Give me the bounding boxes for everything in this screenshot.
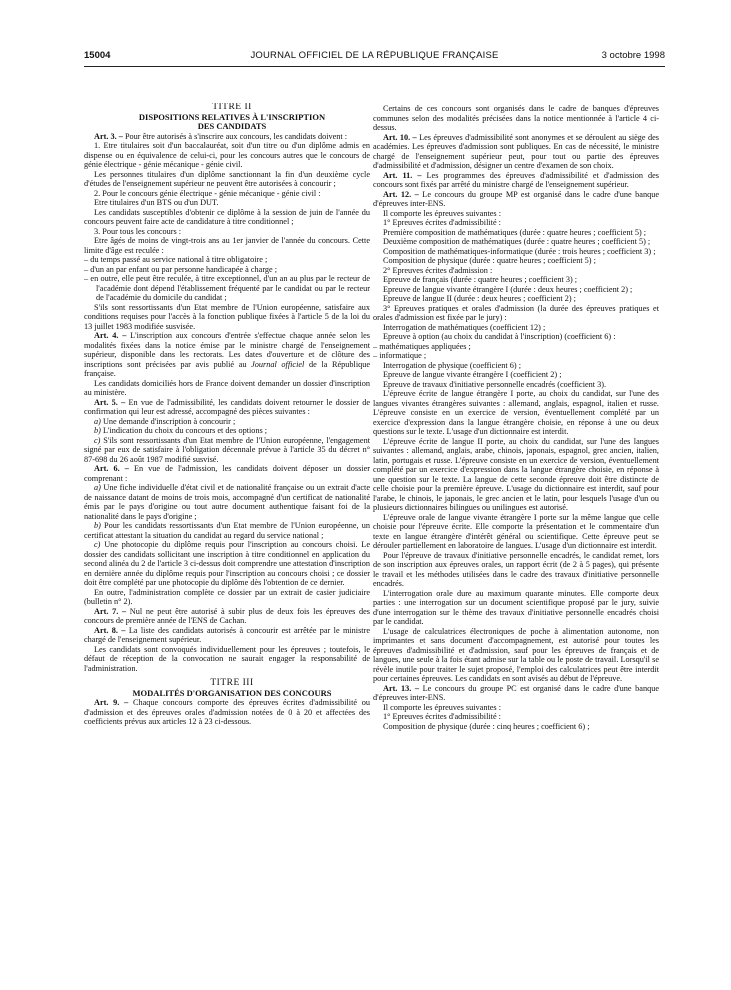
paragraph: 2. Pour le concours génie électrique - génie mécanique - génie civil : (94, 188, 321, 198)
paragraph: Epreuve de langue vivante étrangère I (coefficient 2) ; (383, 370, 562, 379)
article-5: Art. 5. – En vue de l'admissibilité, les candidats doivent retourner le dossier de confirmation qui leur est adressé, accompagné des pièces suivantes : (84, 397, 370, 416)
paragraph: Certains de ces concours sont organisés dans le cadre de banques d'épreuves communes selon des modalités précisées dans la notice mentionnée à l'article 4 ci-dessus. (373, 104, 659, 132)
paragraph: 1° Epreuves écrites d'admissibilité : (383, 712, 501, 721)
paragraph: 1° Epreuves écrites d'admissibilité : (383, 218, 501, 227)
paragraph: Il comporte les épreuves suivantes : (383, 208, 501, 218)
titre-3-heading: TITRE III (210, 678, 254, 688)
paragraph: En outre, l'administration complète ce dossier par un extrait de casier judiciaire (bulletin n° 2). (84, 587, 370, 606)
paragraph: Composition de mathématiques-informatique (durée : trois heures ; coefficient 3) ; (383, 246, 656, 256)
paragraph: L'usage de calculatrices électroniques de poche à alimentation autonome, non imprimantes et sans document d'accompagnement, est autorisé pour toutes les épreuves d'admissibilité et d'admission, sauf pour les épreuves de français et de langues, une seule à la fois étant admise sur la table ou le poste de travail. Lorsqu'il se révèle inutile pour traiter le sujet proposé, l'emploi des calculatrices peut être interdit pour certaines épreuves. Les candidats en sont avisés au début de l'épreuve. (373, 626, 659, 683)
issue-date: 3 octobre 1998 (601, 50, 665, 61)
article-7: Art. 7. – Nul ne peut être autorisé à subir plus de deux fois les épreuves des concours de première année de l'ENS de Cachan. (84, 606, 370, 625)
article-4-label: Art. 4. – (94, 331, 127, 340)
paragraph: Pour l'épreuve de travaux d'initiative personnelle encadrés, le candidat remet, lors de son inscription aux épreuves orales, un rapport écrit (de 2 à 5 pages), qui présente le travail et les méthodes utilisées dans le cadre des travaux d'initiative personnelle encadrés. (373, 550, 659, 588)
list-item: a) Une demande d'inscription à concourir ; (94, 416, 236, 426)
article-4: Art. 4. – L'inscription aux concours d'entrée s'effectue chaque année selon les modalités fixées dans la notice émise par le ministre chargé de l'enseignement supérieur, disponible dans les rectorats. Les dates d'ouverture et de clôture des inscriptions sont précisées par avis publié au Journal officiel de la République française. (84, 331, 370, 378)
paragraph: L'épreuve écrite de langue II porte, au choix du candidat, sur l'une des langues suivantes : allemand, anglais, arabe, chinois, japonais, espagnol, grec ancien, italien, latin, portugais et russe. L'épreuve consiste en un exercice de version, éventuellement complété par un exercice d'expression dans la langue étrangère choisie, en réponse à une question sur le texte. La langue de cette seconde épreuve doit être distincte de celle choisie pour la première épreuve. L'usage du dictionnaire est interdit, sauf pour l'arabe, le chinois, le japonais, le grec ancien et le latin, pour lesquels l'usage d'un ou plusieurs dictionnaires bilingues ou unilingues est autorisé. (373, 436, 659, 512)
article-11-label: Art. 11. – (383, 170, 422, 180)
article-13-label: Art. 13. – (383, 683, 420, 693)
article-13: Art. 13. – Le concours du groupe PC est organisé dans le cadre d'une banque d'épreuves inter-ENS. (373, 683, 659, 702)
article-10-label: Art. 10. – (383, 132, 417, 142)
list-item: – informatique ; (373, 351, 427, 360)
titre-2-heading: TITRE II (212, 103, 252, 112)
article-7-label: Art. 7. – (94, 606, 127, 616)
header-rule (84, 66, 665, 67)
paragraph: Composition de physique (durée : quatre heures ; coefficient 5) ; (383, 256, 596, 265)
paragraph: Les candidats domiciliés hors de France doivent demander un dossier d'inscription au ministère. (84, 378, 370, 397)
list-item: c) Une photocopie du diplôme requis pour l'inscription au concours choisi. Le dossier des candidats sollicitant une inscription à titre conditionnel en application du second alinéa du 2 de l'article 3 ci-dessus doit comprendre une attestation d'inscription en dernière année du diplôme requis pour l'inscription au concours choisi ; ce dossier doit être complété par une photocopie du diplôme dès l'obtention de ce dernier. (84, 540, 370, 587)
paragraph: Composition de physique (durée : cinq heures ; coefficient 6) ; (383, 721, 590, 731)
list-item: – mathématiques appliquées ; (373, 341, 471, 351)
titre-2-subtitle-line2: DES CANDIDATS (197, 121, 267, 131)
titre-2-subtitle-line1: DISPOSITIONS RELATIVES À L'INSCRIPTION (138, 111, 326, 122)
paragraph: S'ils sont ressortissants d'un Etat membre de l'Union européenne, satisfaire aux conditions requises pour l'accès à la fonction publique fixées à l'article 5 de la loi du 13 juillet 1983 modifiée susvisée. (84, 302, 370, 331)
article-10: Art. 10. – Les épreuves d'admissibilité sont anonymes et se déroulent au siège des académies. Les épreuves d'admission sont publiques. En cas de nécessité, le ministre chargé de l'enseignement supérieur peut, pour tout ou partie des épreuves d'admissibilité et d'admission, désigner un centre d'examen de son choix. (373, 132, 659, 170)
paragraph: Première composition de mathématiques (durée : quatre heures ; coefficient 5) ; (383, 227, 647, 237)
list-item: c) S'ils sont ressortissants d'un Etat membre de l'Union européenne, l'engagement signé par eux de satisfaire à l'obligation décennale prévue à l'article 35 du décret n° 87-698 du 26 août 1987 modifié susvisé. (84, 435, 370, 464)
article-5-label: Art. 5. – (94, 397, 126, 407)
article-9: Art. 9. – Chaque concours comporte des épreuves écrites d'admissibilité ou d'admission et des épreuves orales d'admission notées de 0 à 20 et affectées des coefficients prévus aux articles 12 à 23 ci-dessous. (84, 698, 370, 726)
paragraph: Epreuve de langue vivante étrangère I (durée : deux heures ; coefficient 2) ; (383, 284, 633, 294)
right-column (373, 104, 659, 976)
paragraph: Epreuve de français (durée : quatre heures ; coefficient 3) ; (383, 275, 578, 284)
paragraph: Etre titulaires d'un BTS ou d'un DUT. (94, 198, 219, 207)
paragraph: 3. Pour tous les concours : (94, 226, 182, 236)
paragraph: 3° Epreuves pratiques et orales d'admission (la durée des épreuves pratiques et orales d'admission est fixée par le jury) : (373, 303, 659, 322)
page-header (84, 50, 665, 64)
paragraph: Epreuve à option (au choix du candidat à l'inscription) (coefficient 6) : (383, 332, 616, 341)
article-12: Art. 12. – Le concours du groupe MP est organisé dans le cadre d'une banque d'épreuves inter-ENS. (373, 189, 659, 208)
article-8: Art. 8. – La liste des candidats autorisés à concourir est arrêtée par le ministre chargé de l'enseignement supérieur. (84, 625, 370, 644)
list-item: b) Pour les candidats ressortissants d'un Etat membre de l'Union européenne, un certificat attestant la situation du candidat au regard du service national ; (84, 521, 370, 540)
page-number: 15004 (84, 50, 111, 61)
paragraph: 2° Epreuves écrites d'admission : (383, 265, 493, 275)
article-8-label: Art. 8. – (94, 625, 126, 635)
article-3: Art. 3. – Pour être autorisés à s'inscrire aux concours, les candidats doivent : (94, 131, 348, 141)
paragraph: Les candidats sont convoqués individuellement pour les épreuves ; toutefois, le défaut de réception de la convocation ne saurait engager la responsabilité de l'administration. (84, 644, 370, 673)
paragraph: Epreuve de langue II (durée : deux heures ; coefficient 2) ; (383, 294, 576, 303)
article-6: Art. 6. – En vue de l'admission, les candidats doivent déposer un dossier comprenant : (84, 464, 370, 483)
paragraph: Epreuve de travaux d'initiative personnelle encadrés (coefficient 3). (383, 379, 607, 389)
paragraph: L'épreuve écrite de langue étrangère I porte, au choix du candidat, sur l'une des langues vivantes étrangères suivantes : allemand, anglais, espagnol, italien et russe. L'épreuve consiste en un exercice de version, éventuellement complété par un exercice d'expression dans la langue étrangère choisie, en réponse à une ou deux questions sur le texte. L'usage d'un dictionnaire est interdit. (373, 389, 659, 436)
article-11: Art. 11. – Les programmes des épreuves d'admissibilité et d'admission des concours sont fixés par arrêté du ministre chargé de l'enseignement supérieur. (373, 170, 659, 189)
list-item: – du temps passé au service national à titre obligatoire ; (84, 255, 268, 264)
list-item: a) Une fiche individuelle d'état civil et de nationalité française ou un extrait d'acte de naissance datant de moins de trois mois, accompagné d'un certificat de nationalité émis par le pays d'origine ou tout autre document authentique faisant foi de la nationalité dans le pays d'origine ; (84, 483, 370, 521)
list-item: – en outre, elle peut être reculée, à titre exceptionnel, d'un an au plus par le recteur de l'académie dont dépend l'établissement fréquenté par le candidat ou par le recteur de l'académie du domicile du candidat ; (84, 274, 370, 302)
article-6-label: Art. 6. – (94, 464, 129, 473)
article-9-label: Art. 9. – (94, 698, 129, 707)
paragraph: L'épreuve orale de langue vivante étrangère I porte sur la même langue que celle choisie pour l'épreuve écrite. Elle comporte la présentation et le commentaire d'un texte en langue étrangère d'intérêt général ou scientifique. Cette épreuve peut se dérouler partiellement en laboratoire de langues. L'usage d'un dictionnaire est interdit. (373, 512, 659, 550)
paragraph: Il comporte les épreuves suivantes : (383, 702, 501, 712)
paragraph: Etre âgés de moins de vingt-trois ans au 1er janvier de l'année du concours. Cette limite d'âge est reculée : (84, 236, 370, 255)
list-item: b) L'indication du choix du concours et des options ; (94, 426, 268, 435)
paragraph: 1. Etre titulaires soit d'un baccalauréat, soit d'un titre ou d'un diplôme admis en dispense ou en équivalence de celui-ci, pour les concours autres que le concours de génie électrique - génie mécanique - génie civil. (84, 141, 370, 169)
left-column (84, 103, 370, 975)
paragraph: Interrogation de physique (coefficient 6) ; (383, 360, 521, 370)
list-item: – d'un an par enfant ou par personne handicapée à charge ; (84, 264, 278, 274)
paragraph: Les candidats susceptibles d'obtenir ce diplôme à la session de juin de l'année du concours peuvent faire acte de candidature à titre conditionnel ; (84, 207, 370, 226)
article-12-label: Art. 12. – (383, 189, 419, 199)
article-3-label: Art. 3. – (94, 131, 123, 141)
paragraph: Interrogation de mathématiques (coefficient 12) ; (383, 322, 546, 332)
paragraph: L'interrogation orale dure au maximum quarante minutes. Elle comporte deux parties : une interrogation sur un document scientifique proposé par le jury, suivie d'une interrogation sur le thème des travaux d'initiative personnelle encadrés choisi par le candidat. (373, 588, 659, 626)
paragraph: Les personnes titulaires d'un diplôme sanctionnant la fin d'un deuxième cycle d'études de l'enseignement supérieur ne peuvent être autorisées à concourir ; (84, 169, 370, 188)
titre-3-subtitle: MODALITÉS D'ORGANISATION DES CONCOURS (132, 687, 332, 698)
paragraph: Deuxième composition de mathématiques (durée : quatre heures ; coefficient 5) ; (383, 237, 651, 246)
journal-title: JOURNAL OFFICIEL DE LA RÉPUBLIQUE FRANÇAISE (250, 50, 499, 61)
